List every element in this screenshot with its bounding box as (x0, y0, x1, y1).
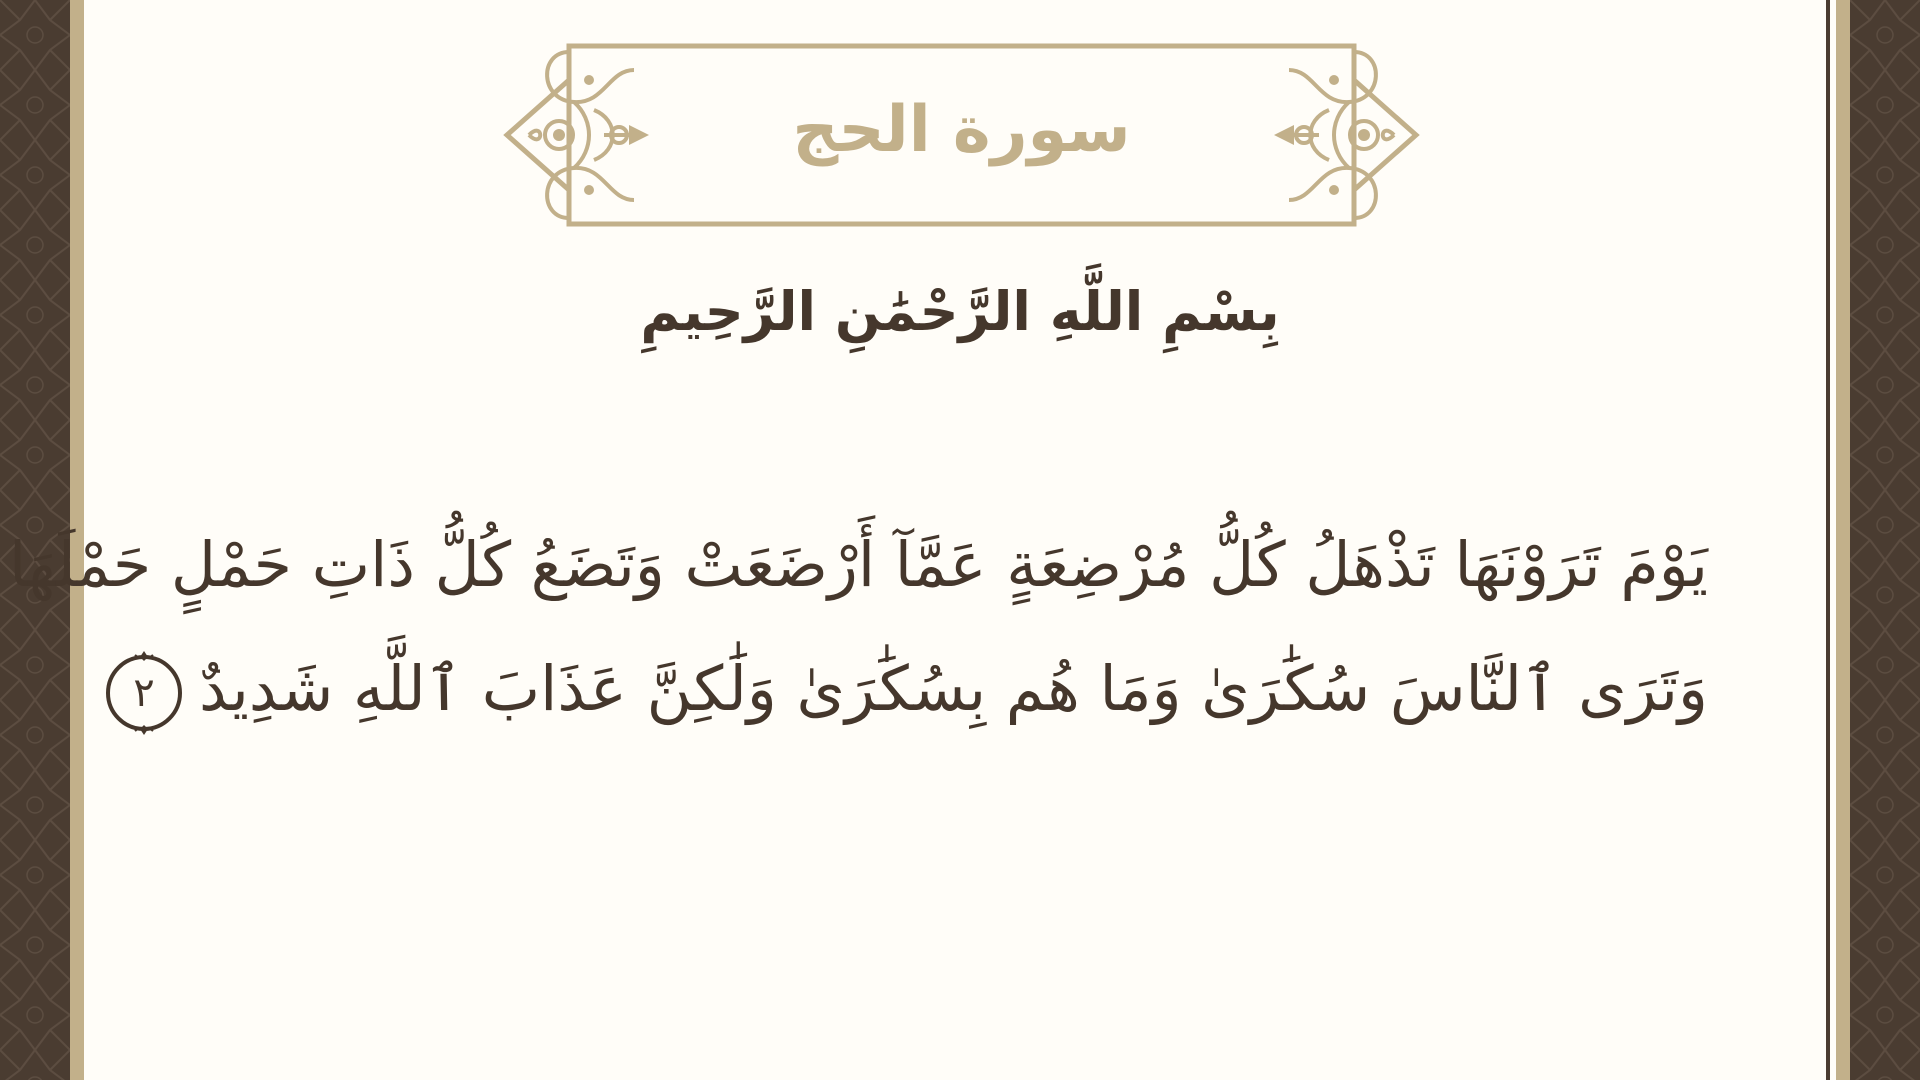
ayah-end-marker (101, 650, 187, 736)
quran-page (9, 0, 1826, 1080)
surah-title: سورة الحج (792, 93, 1131, 167)
verse-line-2 (101, 650, 1708, 736)
surah-title-banner (499, 40, 1424, 230)
right-gold-strip (1836, 0, 1850, 1080)
basmala: بِسْمِ اللَّهِ الرَّحْمَٰنِ الرَّحِيمِ (640, 280, 1280, 343)
right-ornamental-border (1850, 0, 1920, 1080)
verse-line-1: يَوْمَ تَرَوْنَهَا تَذْهَلُ كُلُّ مُرْضِعَةٍ عَمَّآ أَرْضَعَتْ وَتَضَعُ كُلُّ ذَاتِ حَمْلٍ حَمْلَهَا (9, 528, 1708, 601)
ayah-number: ٢ (133, 670, 155, 716)
verse-line-2-text: وَتَرَى ٱلنَّاسَ سُكَٰرَىٰ وَمَا هُم بِسُكَٰرَىٰ وَلَٰكِنَّ عَذَابَ ٱللَّهِ شَدِيدٌ (199, 652, 1708, 726)
